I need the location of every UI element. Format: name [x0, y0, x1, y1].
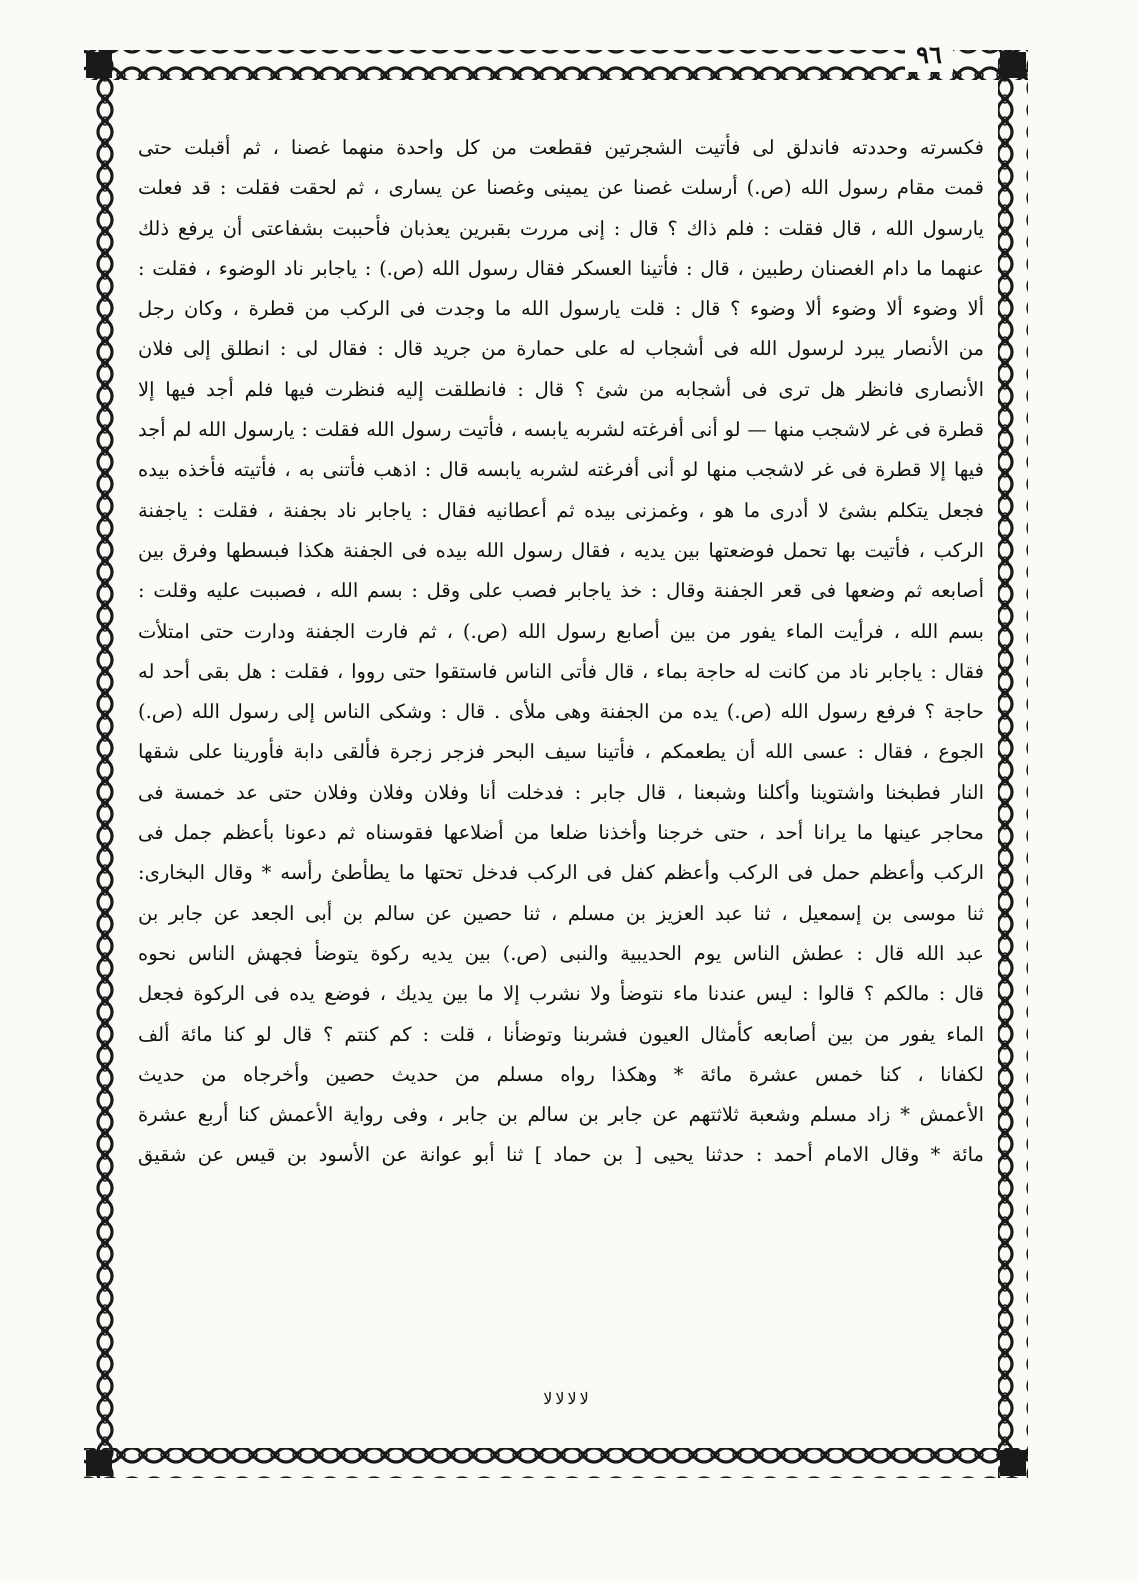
text-line: ثنا موسى بن إسمعيل ، ثنا عبد العزيز بن مسلم ، ثنا حصين عن سالم بن أبى الجعد عن جابر بن — [138, 901, 984, 925]
text-line: فكسرته وحددته فاندلق لى فأتيت الشجرتين فقطعت من كل واحدة منهما غصنا ، ثم أقبلت حتى — [138, 136, 984, 159]
tailpiece-glyph: ﻻ — [543, 1388, 553, 1408]
text-line: مائة * وقال الامام أحمد : حدثنا يحيى [ بن حماد ] ثنا أبو عوانة عن الأسود بن قيس عن شقيق — [138, 1143, 984, 1167]
text-line: من الأنصار يبرد لرسول الله فى أشجاب له على حمارة من جريد قال : فقال لى : انطلق إلى فلان — [138, 337, 984, 361]
text-line: الأعمش * زاد مسلم وشعبة ثلاثتهم عن جابر بن سالم بن جابر ، وفى رواية الأعمش كنا أربع عشرة — [138, 1103, 984, 1127]
text-line: النار فطبخنا واشتوينا وأكلنا وشبعنا ، قال جابر : فدخلت أنا وفلان وفلان وفلان حتى عد خمسة فى — [138, 780, 984, 804]
text-line: أصابعه ثم وضعها فى قعر الجفنة وقال : خذ ياجابر فصب على وقل : بسم الله ، فصببت عليه وقلت : — [138, 579, 984, 603]
text-line: الماء يفور من بين أصابعه كأمثال العيون فشربنا وتوضأنا ، قلت : كم كنتم ؟ قال لو كنا مائة ألف — [138, 1022, 984, 1046]
text-line: فجعل يتكلم بشئ لا أدرى ما هو ، وغمزنى بيده ثم أعطانيه فقال : ياجابر ناد بجفنة ، فقلت : ياجفنة — [138, 498, 984, 522]
text-line: قطرة فى غر لاشجب منها — لو أنى أفرغته لشربه يابسه ، فأتيت رسول الله فقلت : يارسول الله لم أجد — [138, 418, 984, 442]
text-line: عنهما ما دام الغصنان رطبين ، قال : فأتينا العسكر فقال رسول الله (ص.) : ياجابر ناد الوضوء ، فقلت : — [138, 256, 984, 280]
text-line: فيها إلا قطرة فى غر لاشجب منها لو أنى أفرغته لشربه يابسه قال : اذهب فأتنى به ، فأتيته فأخذه بيده — [138, 458, 984, 482]
text-line: الركب ، فأتيت بها تحمل فوضعتها بين يديه ، فقال رسول الله بيده فى الجفنة هكذا فبسطها وفرق بين — [138, 538, 984, 562]
text-line: محاجر عينها ما يرانا أحد ، حتى خرجنا وأخذنا ضلعا من أضلاعها فقوسناه ثم دعونا بأعظم جمل فى — [138, 821, 984, 845]
tailpiece-glyph: ﻻ — [579, 1388, 589, 1408]
tailpiece-glyph: ﻻ — [555, 1388, 565, 1408]
tailpiece-glyph: ﻻ — [567, 1388, 577, 1408]
text-line: عبد الله قال : عطش الناس يوم الحديبية والنبى (ص.) بين يديه ركوة يتوضأ فجهش الناس نحوه — [138, 941, 984, 965]
text-line: لكفانا ، كنا خمس عشرة مائة * وهكذا رواه مسلم من حديث حصين وأخرجاه من حديث — [138, 1062, 984, 1086]
text-line: الجوع ، فقال : عسى الله أن يطعمكم ، فأتينا سيف البحر فزجر زجرة فألقى دابة فأورينا على شقها — [138, 740, 984, 764]
text-line: يارسول الله ، قال فقلت : فلم ذاك ؟ قال : إنى مررت بقبرين يعذبان فأحببت بشفاعتى أن يرفع ذلك — [138, 216, 984, 240]
text-line: فقال : ياجابر ناد من كانت له حاجة بماء ، قال فأتى الناس فاستقوا حتى رووا ، فقلت : هل بقى أحد له — [138, 659, 984, 683]
text-line: بسم الله ، فرأيت الماء يفور من بين أصابع رسول الله (ص.) ، ثم فارت الجفنة ودارت حتى امتلأت — [138, 619, 984, 643]
text-line: حاجة ؟ فرفع رسول الله (ص.) يده من الجفنة وهى ملأى . قال : وشكى الناس إلى رسول الله (ص.) — [138, 700, 984, 724]
tailpiece-ornament — [520, 1383, 612, 1413]
text-line: الأنصارى فانظر هل ترى فى أشجابه من شئ ؟ قال : فانطلقت إليه فنظرت فيها فلم أجد فيها إلا — [138, 377, 984, 401]
text-line: ألا وضوء ألا وضوء ألا وضوء ؟ قال : قلت يارسول الله ما وجدت فى الركب من قطرة ، وكان رجل — [138, 297, 984, 321]
page-body-text — [138, 128, 984, 1176]
text-line: قمت مقام رسول الله (ص.) أرسلت غصنا عن يمينى وغصنا عن يسارى ، ثم لحقت فقلت : قد فعلت — [138, 176, 984, 200]
text-line: الركب وأعظم حمل فى الركب وأعظم كفل فى الركب فدخل تحتها ما يطأطئ رأسه * وقال البخارى: — [138, 861, 984, 885]
text-line: قال : مالكم ؟ قالوا : ليس عندنا ماء نتوضأ ولا نشرب إلا ما بين يديك ، فوضع يده فى الركوة فجعل — [138, 982, 984, 1006]
page-number: ٩٦ — [905, 38, 953, 72]
